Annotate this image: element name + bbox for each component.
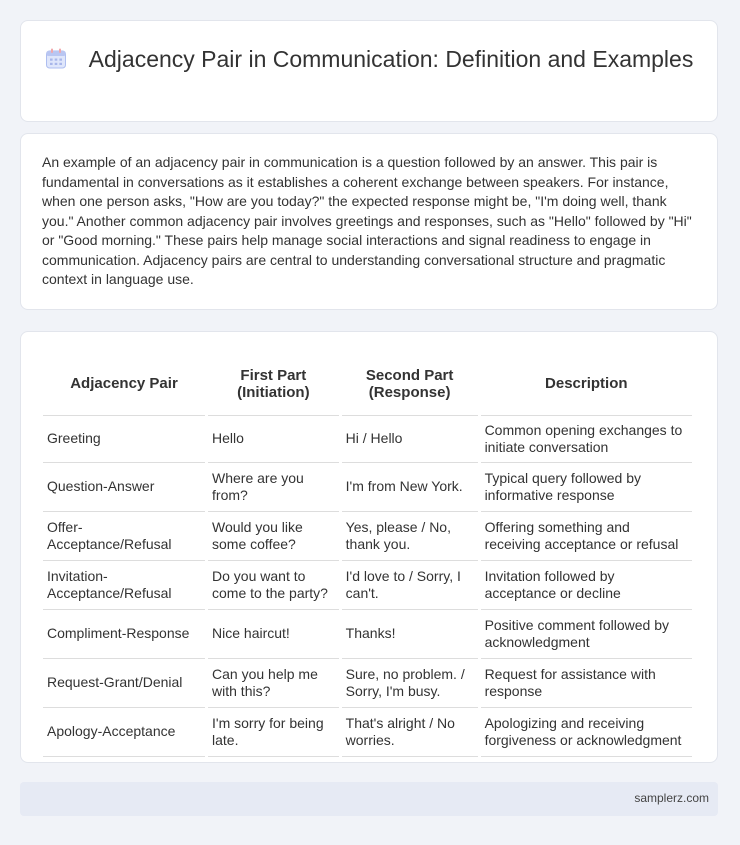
intro-paragraph: An example of an adjacency pair in communication is a question followed by an answer. This pair is fundamental in conversations as it establishes a coherent exchange between speakers. For instance, when one person asks, "How are you today?" the expected response might be, "I'm doing well, thank you." Another common adjacency pair involves greetings and responses, such as "Hello" followed by "Hi" or "Good morning." These pairs help manage social interactions and signal readiness to engage in communication. Adjacency pairs are central to understanding conversational structure and pragmatic context in language use. [42, 154, 692, 287]
cell-pair: Request-Grant/Denial [43, 659, 205, 708]
cell-first-part: Can you help me with this? [208, 659, 339, 708]
cell-pair: Question-Answer [43, 463, 205, 512]
cell-first-part: Do you want to come to the party? [208, 561, 339, 610]
footer-bar [20, 782, 718, 816]
cell-first-part: Nice haircut! [208, 610, 339, 659]
cell-description: Positive comment followed by acknowledgment [481, 610, 692, 659]
cell-pair: Greeting [43, 416, 205, 463]
cell-pair: Compliment-Response [43, 610, 205, 659]
cell-first-part: Hello [208, 416, 339, 463]
header-first-part: First Part (Initiation) [208, 352, 339, 416]
cell-second-part: Yes, please / No, thank you. [342, 512, 478, 561]
table-header-row [43, 352, 692, 416]
cell-second-part: That's alright / No worries. [342, 708, 478, 757]
cell-description: Request for assistance with response [481, 659, 692, 708]
header-second-part: Second Part (Response) [342, 352, 478, 416]
cell-description: Common opening exchanges to initiate conversation [481, 416, 692, 463]
intro-card [20, 133, 718, 310]
title-wrap [21, 45, 717, 77]
header-description: Description [481, 352, 692, 416]
table-row [43, 512, 692, 561]
table-card [20, 331, 718, 763]
cell-second-part: I'm from New York. [342, 463, 478, 512]
table-row [43, 463, 692, 512]
cell-second-part: Thanks! [342, 610, 478, 659]
cell-second-part: Sure, no problem. / Sorry, I'm busy. [342, 659, 478, 708]
page-title [21, 45, 717, 77]
cell-first-part: Where are you from? [208, 463, 339, 512]
cell-first-part: Would you like some coffee? [208, 512, 339, 561]
cell-description: Apologizing and receiving forgiveness or acknowledgment [481, 708, 692, 757]
cell-second-part: I'd love to / Sorry, I can't. [342, 561, 478, 610]
cell-description: Offering something and receiving acceptance or refusal [481, 512, 692, 561]
footer-site-link[interactable]: samplerz.com [634, 791, 709, 805]
header-adjacency-pair: Adjacency Pair [43, 352, 205, 416]
table-row [43, 416, 692, 463]
calendar-icon [45, 48, 67, 77]
cell-second-part: Hi / Hello [342, 416, 478, 463]
table-row [43, 659, 692, 708]
title-card [20, 20, 718, 122]
cell-first-part: I'm sorry for being late. [208, 708, 339, 757]
table-row [43, 708, 692, 757]
cell-pair: Invitation-Acceptance/Refusal [43, 561, 205, 610]
table-row [43, 561, 692, 610]
cell-description: Typical query followed by informative response [481, 463, 692, 512]
page-title-text: Adjacency Pair in Communication: Definition and Examples [88, 46, 694, 72]
cell-pair: Apology-Acceptance [43, 708, 205, 757]
cell-description: Invitation followed by acceptance or decline [481, 561, 692, 610]
table-row [43, 610, 692, 659]
cell-pair: Offer-Acceptance/Refusal [43, 512, 205, 561]
adjacency-pair-table [40, 352, 695, 757]
